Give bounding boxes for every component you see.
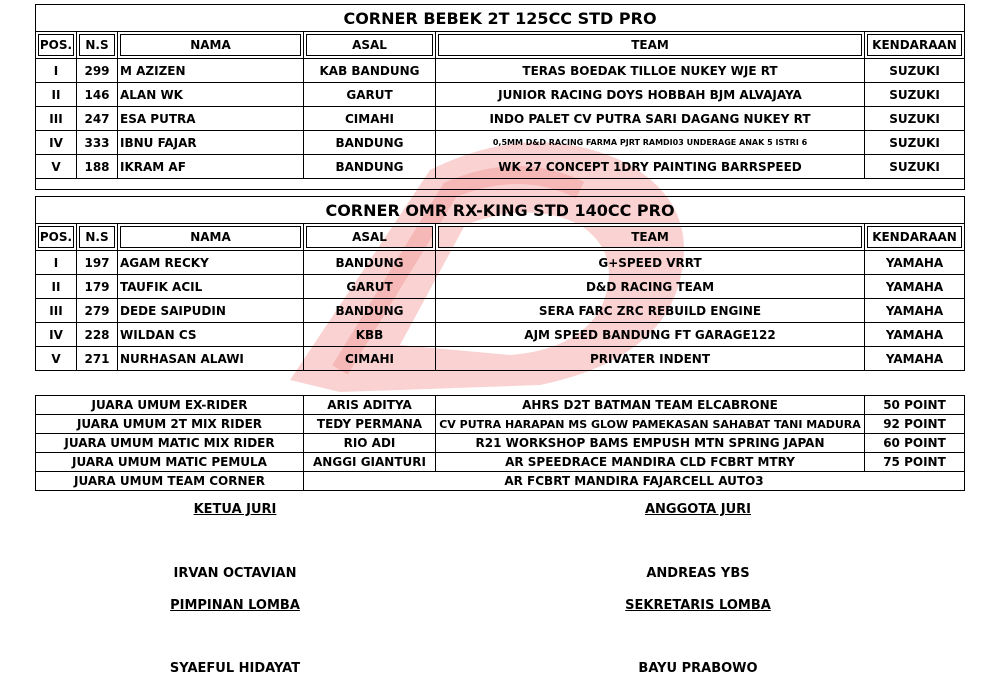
cell-nama: ALAN WK [118,83,304,107]
cell-team: AJM SPEED BANDUNG FT GARAGE122 [436,323,865,347]
header-ns: N.S [77,32,118,59]
cell-nama: WILDAN CS [118,323,304,347]
header-nama: NAMA [118,224,304,251]
table-row [36,396,965,415]
cell-kendaraan: SUZUKI [865,155,965,179]
winner-team: R21 WORKSHOP BAMS EMPUSH MTN SPRING JAPAN [436,434,865,453]
table-row [36,83,965,107]
cell-asal: CIMAHI [304,347,436,371]
table-row [36,59,965,83]
cell-ns: 179 [77,275,118,299]
table-row [36,434,965,453]
overall-champions-table [35,395,965,491]
ketua-juri-name: IRVAN OCTAVIAN [173,566,297,581]
cell-kendaraan: YAMAHA [865,323,965,347]
table-spacer [36,179,965,190]
table-title: CORNER OMR RX-KING STD 140CC PRO [36,197,965,224]
category-label: JUARA UMUM MATIC MIX RIDER [36,434,304,453]
cell-ns: 271 [77,347,118,371]
table-row [36,107,965,131]
cell-team: WK 27 CONCEPT 1DRY PAINTING BARRSPEED [436,155,865,179]
cell-team: PRIVATER INDENT [436,347,865,371]
cell-ns: 279 [77,299,118,323]
cell-nama: NURHASAN ALAWI [118,347,304,371]
category-label: JUARA UMUM TEAM CORNER [36,472,304,491]
header-ns: N.S [77,224,118,251]
cell-kendaraan: SUZUKI [865,83,965,107]
cell-pos: IV [36,323,77,347]
winner-team: CV PUTRA HARAPAN MS GLOW PAMEKASAN SAHABAT TANI MADURA [436,415,865,434]
points: 92 POINT [865,415,965,434]
cell-asal: KAB BANDUNG [304,59,436,83]
cell-nama: IBNU FAJAR [118,131,304,155]
cell-team: JUNIOR RACING DOYS HOBBAH BJM ALVAJAYA [436,83,865,107]
sekretaris-lomba-name: BAYU PRABOWO [638,661,758,676]
cell-asal: BANDUNG [304,155,436,179]
table-row [36,323,965,347]
cell-pos: II [36,275,77,299]
header-asal: ASAL [304,32,436,59]
cell-pos: II [36,83,77,107]
results-table-bebek [35,4,965,190]
table-row [36,415,965,434]
cell-pos: I [36,251,77,275]
cell-team: 0,5MM D&D RACING FARMA PJRT RAMDI03 UNDERAGE ANAK 5 ISTRI 6 [436,131,865,155]
anggota-juri-title: ANGGOTA JURI [644,502,752,517]
cell-ns: 228 [77,323,118,347]
cell-kendaraan: YAMAHA [865,347,965,371]
header-kendaraan: KENDARAAN [865,224,965,251]
cell-ns: 299 [77,59,118,83]
cell-asal: KBB [304,323,436,347]
cell-team: INDO PALET CV PUTRA SARI DAGANG NUKEY RT [436,107,865,131]
cell-asal: BANDUNG [304,131,436,155]
header-kendaraan: KENDARAAN [865,32,965,59]
cell-ns: 146 [77,83,118,107]
points: 50 POINT [865,396,965,415]
table-row [36,155,965,179]
table-row [36,131,965,155]
cell-pos: III [36,107,77,131]
cell-ns: 188 [77,155,118,179]
anggota-juri-name: ANDREAS YBS [646,566,750,581]
table-row [36,472,965,491]
cell-nama: ESA PUTRA [118,107,304,131]
winner-name: ARIS ADITYA [304,396,436,415]
cell-ns: 333 [77,131,118,155]
cell-asal: GARUT [304,275,436,299]
table-row [36,347,965,371]
sekretaris-lomba-title: SEKRETARIS LOMBA [625,598,771,613]
cell-team: SERA FARC ZRC REBUILD ENGINE [436,299,865,323]
cell-pos: V [36,155,77,179]
results-table-rxking [35,196,965,371]
cell-team: G+SPEED VRRT [436,251,865,275]
cell-pos: IV [36,131,77,155]
cell-ns: 247 [77,107,118,131]
cell-kendaraan: YAMAHA [865,251,965,275]
cell-asal: BANDUNG [304,299,436,323]
table-title: CORNER BEBEK 2T 125CC STD PRO [36,5,965,32]
points: 75 POINT [865,453,965,472]
cell-kendaraan: YAMAHA [865,299,965,323]
cell-nama: M AZIZEN [118,59,304,83]
cell-asal: CIMAHI [304,107,436,131]
header-nama: NAMA [118,32,304,59]
winner-team: AHRS D2T BATMAN TEAM ELCABRONE [436,396,865,415]
cell-asal: BANDUNG [304,251,436,275]
table-row [36,251,965,275]
header-asal: ASAL [304,224,436,251]
table-row [36,299,965,323]
cell-kendaraan: SUZUKI [865,59,965,83]
cell-kendaraan: SUZUKI [865,107,965,131]
cell-ns: 197 [77,251,118,275]
header-pos: POS. [36,224,77,251]
table-row [36,453,965,472]
ketua-juri-title: KETUA JURI [193,502,277,517]
winner-team: AR SPEEDRACE MANDIRA CLD FCBRT MTRY [436,453,865,472]
winner-name: RIO ADI [304,434,436,453]
category-label: JUARA UMUM MATIC PEMULA [36,453,304,472]
cell-nama: AGAM RECKY [118,251,304,275]
header-team: TEAM [436,32,865,59]
cell-pos: I [36,59,77,83]
cell-kendaraan: YAMAHA [865,275,965,299]
cell-team: D&D RACING TEAM [436,275,865,299]
winner-name: TEDY PERMANA [304,415,436,434]
team-corner-winner: AR FCBRT MANDIRA FAJARCELL AUTO3 [304,472,965,491]
cell-team: TERAS BOEDAK TILLOE NUKEY WJE RT [436,59,865,83]
pimpinan-lomba-name: SYAEFUL HIDAYAT [169,661,301,676]
category-label: JUARA UMUM 2T MIX RIDER [36,415,304,434]
winner-name: ANGGI GIANTURI [304,453,436,472]
cell-nama: IKRAM AF [118,155,304,179]
points: 60 POINT [865,434,965,453]
cell-kendaraan: SUZUKI [865,131,965,155]
cell-nama: DEDE SAIPUDIN [118,299,304,323]
table-row [36,275,965,299]
cell-pos: V [36,347,77,371]
category-label: JUARA UMUM EX-RIDER [36,396,304,415]
cell-asal: GARUT [304,83,436,107]
header-pos: POS. [36,32,77,59]
cell-nama: TAUFIK ACIL [118,275,304,299]
header-team: TEAM [436,224,865,251]
pimpinan-lomba-title: PIMPINAN LOMBA [170,598,300,613]
cell-pos: III [36,299,77,323]
